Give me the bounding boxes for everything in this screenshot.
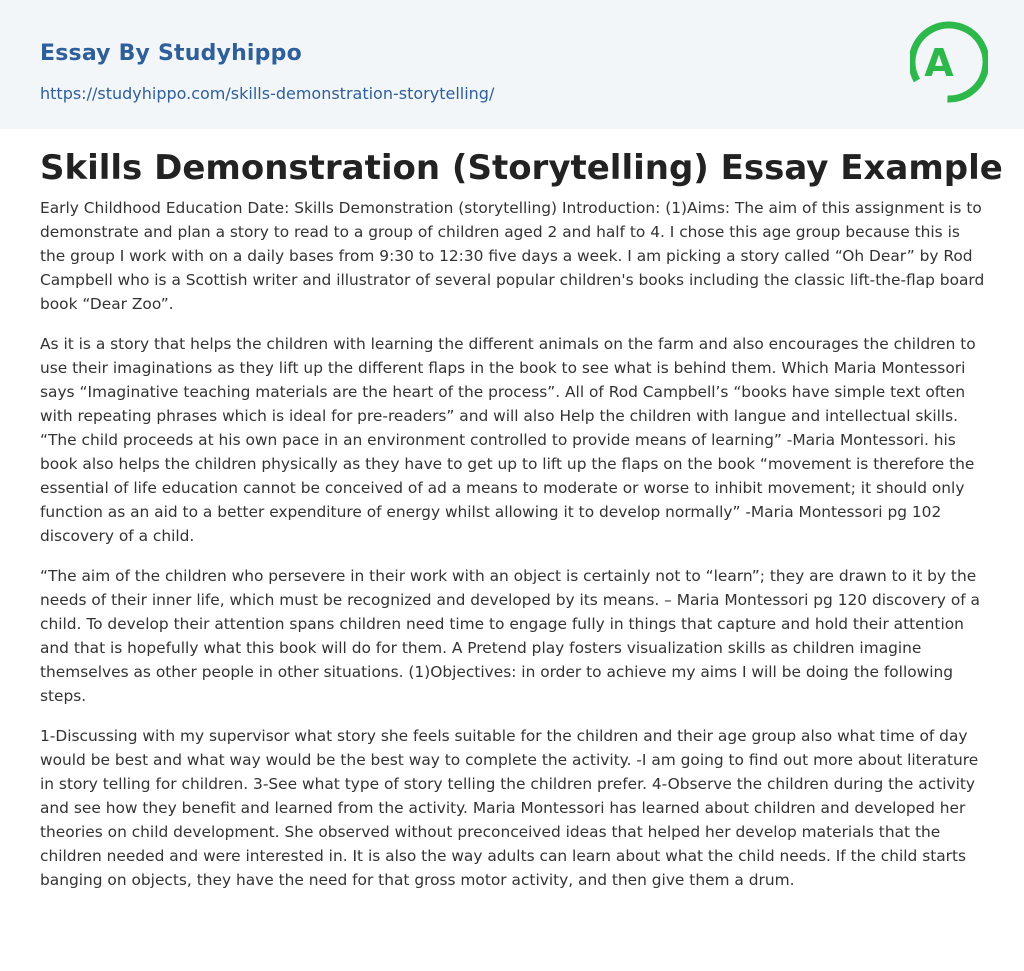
site-header (0, 0, 1024, 129)
logo-letter: A (924, 41, 954, 85)
brand-title[interactable]: Essay By Studyhippo (40, 41, 302, 66)
page-title: Skills Demonstration (Storytelling) Essay Example (40, 148, 1003, 188)
essay-url-link[interactable]: https://studyhippo.com/skills-demonstration-storytelling/ (40, 84, 495, 103)
studyhippo-logo-icon[interactable] (910, 19, 988, 105)
essay-content (40, 146, 1003, 908)
essay-paragraph: 1-Discussing with my supervisor what story she feels suitable for the children and their age group also what time of day would be best and what way would be the best way to complete the activity. -I am going to find out more about literature in story telling for children. 3-See what type of story telling the children prefer. 4-Observe the children during the activity and see how they benefit and learned from the activity. Maria Montessori has learned about children and developed her theories on child development. She observed without preconceived ideas that helped her develop materials that the children needed and were interested in. It is also the way adults can learn about what the child needs. If the child starts banging on objects, they have the need for that gross motor activity, and then give them a drum. (40, 727, 979, 889)
essay-paragraph: As it is a story that helps the children with learning the different animals on the farm and also encourages the children to use their imaginations as they lift up the different flaps in the book to see what is behind them. Which Maria Montessori says “Imaginative teaching materials are the heart of the process”. All of Rod Campbell’s “books have simple text often with repeating phrases which is ideal for pre-readers” and will also Help the children with langue and intellectual skills. “The child proceeds at his own pace in an environment controlled to provide means of learning” -Maria Montessori. his book also helps the children physically as they have to get up to lift up the flaps on the book “movement is therefore the essential of life education cannot be conceived of ad a means to moderate or worse to inhibit movement; it should only function as an aid to a better expenditure of energy whilst allowing it to develop normally” -Maria Montessori pg 102 discovery of a child. (40, 335, 976, 545)
essay-paragraph: “The aim of the children who persevere in their work with an object is certainly not to “learn”; they are drawn to it by the needs of their inner life, which must be recognized and developed by its means. – Maria Montessori pg 120 discovery of a child. To develop their attention spans children need time to engage fully in things that capture and hold their attention and that is hopefully what this book will do for them. A Pretend play fosters visualization skills as children imagine themselves as other people in other situations. (1)Objectives: in order to achieve my aims I will be doing the following steps. (40, 567, 980, 705)
essay-paragraph: Early Childhood Education Date: Skills Demonstration (storytelling) Introduction: (1)Aims: The aim of this assignment is to demonstrate and plan a story to read to a group of children aged 2 and half to 4. I chose this age group because this is the group I work with on a daily bases from 9:30 to 12:30 five days a week. I am picking a story called “Oh Dear” by Rod Campbell who is a Scottish writer and illustrator of several popular children's books including the classic lift-the-flap board book “Dear Zoo”. (40, 199, 985, 313)
